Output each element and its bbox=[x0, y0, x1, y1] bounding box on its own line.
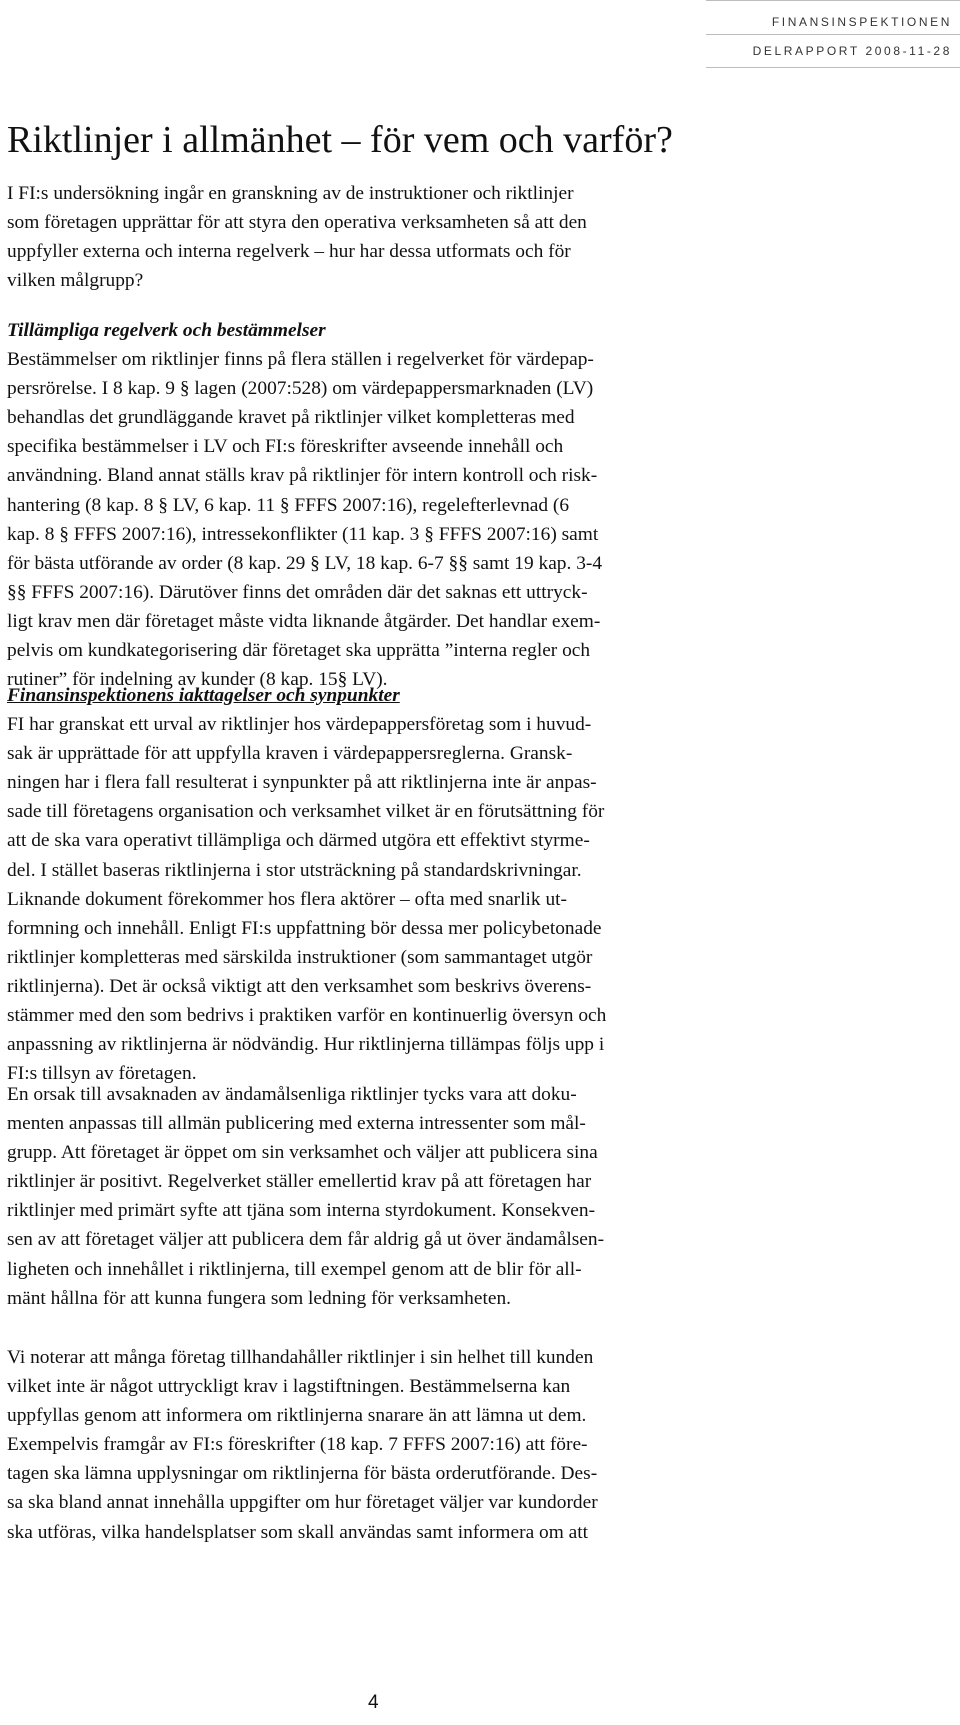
text-line: riktlinjer med primärt syfte att tjäna som interna styrdokument. Konsekven- bbox=[7, 1200, 596, 1222]
text-line: specifika bestämmelser i LV och FI:s föreskrifter avseende innehåll och bbox=[7, 436, 564, 458]
text-line: uppfyllas genom att informera om riktlinjerna snarare än att lämna ut dem. bbox=[7, 1405, 587, 1427]
text-line: sen av att företaget väljer att publicera dem får aldrig gå ut över ändamålsen- bbox=[7, 1229, 605, 1251]
text-line: anpassning av riktlinjerna är nödvändig. Hur riktlinjerna tillämpas följs upp i bbox=[7, 1034, 605, 1056]
text-line: behandlas det grundläggande kravet på riktlinjer vilket kompletteras med bbox=[7, 407, 575, 429]
page-number: 4 bbox=[368, 1692, 379, 1713]
text-line: riktlinjer kompletteras med särskilda instruktioner (som sammantaget utgör bbox=[7, 946, 593, 968]
text-line: uppfyller externa och interna regelverk – hur har dessa utformats och för bbox=[7, 241, 571, 263]
text-line: för bästa utförande av order (8 kap. 29 § LV, 18 kap. 6-7 §§ samt 19 kap. 3-4 bbox=[7, 552, 603, 574]
text-line: att de ska vara operativt tillämpliga och därmed utgöra ett effektivt styrme- bbox=[7, 830, 590, 852]
text-line: En orsak till avsaknaden av ändamålsenliga riktlinjer tycks vara att doku- bbox=[7, 1084, 577, 1105]
text-line: grupp. Att företaget är öppet om sin verksamhet och väljer att publicera sina bbox=[7, 1142, 598, 1164]
text-line: kap. 8 § FFFS 2007:16), intressekonflikter (11 kap. 3 § FFFS 2007:16) samt bbox=[7, 523, 599, 545]
text-line: rutiner” för indelning av kunder (8 kap. 15§ LV). bbox=[7, 669, 388, 691]
text-line: §§ FFFS 2007:16). Därutöver finns det områden där det saknas ett uttryck- bbox=[7, 581, 588, 603]
header-middle-rule bbox=[706, 34, 960, 35]
text-line: som företagen upprättar för att styra den operativa verksamheten så att den bbox=[7, 212, 587, 234]
text-line: riktlinjer är positivt. Regelverket ställer emellertid krav på att företagen har bbox=[7, 1171, 592, 1193]
section-heading: Tillämpliga regelverk och bestämmelser bbox=[7, 320, 326, 341]
header-report-date: DELRAPPORT 2008-11-28 bbox=[752, 44, 952, 58]
header-bottom-rule bbox=[706, 67, 960, 68]
text-line: vilket inte är något uttryckligt krav i lagstiftningen. Bestämmelserna kan bbox=[7, 1376, 571, 1398]
text-line: formning och innehåll. Enligt FI:s uppfattning bör dessa mer policybetonade bbox=[7, 917, 602, 939]
page-title: Riktlinjer i allmänhet – för vem och varför? bbox=[7, 119, 673, 161]
text-line: sa ska bland annat innehålla uppgifter om hur företaget väljer var kundorder bbox=[7, 1492, 598, 1514]
section-iakttagelser bbox=[7, 681, 606, 1088]
text-line: I FI:s undersökning ingår en granskning av de instruktioner och riktlinjer bbox=[7, 183, 574, 204]
text-line: ningen har i flera fall resulterat i synpunkter på att riktlinjerna inte är anpas- bbox=[7, 772, 597, 794]
intro-paragraph bbox=[7, 179, 587, 295]
text-line: tagen ska lämna upplysningar om riktlinjerna för bästa orderutförande. Des- bbox=[7, 1463, 598, 1485]
text-line: persrörelse. I 8 kap. 9 § lagen (2007:528) om värdepappersmarknaden (LV) bbox=[7, 378, 594, 400]
text-line: sade till företagens organisation och verksamhet vilket är en förutsättning för bbox=[7, 801, 605, 823]
text-line: Exempelvis framgår av FI:s föreskrifter (18 kap. 7 FFFS 2007:16) att före- bbox=[7, 1434, 588, 1456]
text-line: sak är upprättade för att uppfylla kraven i värdepappersreglerna. Gransk- bbox=[7, 743, 573, 765]
text-line: Bestämmelser om riktlinjer finns på flera ställen i regelverket för värdepap- bbox=[7, 349, 594, 371]
text-line: mänt hållna för att kunna fungera som ledning för verksamheten. bbox=[7, 1287, 511, 1309]
text-line: användning. Bland annat ställs krav på riktlinjer för intern kontroll och risk- bbox=[7, 465, 598, 487]
text-line: pelvis om kundkategorisering där företaget ska upprätta ”interna regler och bbox=[7, 640, 591, 662]
text-line: menten anpassas till allmän publicering med externa intressenter som mål- bbox=[7, 1113, 586, 1135]
text-line: Vi noterar att många företag tillhandahåller riktlinjer i sin helhet till kunden bbox=[7, 1347, 594, 1368]
paragraph-kundinformation bbox=[7, 1343, 598, 1547]
text-line: hantering (8 kap. 8 § LV, 6 kap. 11 § FFFS 2007:16), regelefterlevnad (6 bbox=[7, 494, 570, 516]
text-line: riktlinjerna). Det är också viktigt att den verksamhet som beskrivs överens- bbox=[7, 975, 592, 997]
header-organization: FINANSINSPEKTIONEN bbox=[771, 15, 952, 29]
text-line: ska utföras, vilka handelsplatser som skall användas samt informera om att bbox=[7, 1521, 589, 1543]
text-line: FI har granskat ett urval av riktlinjer hos värdepappersföretag som i huvud- bbox=[7, 714, 592, 736]
text-line: ligheten och innehållet i riktlinjerna, till exempel genom att de blir för all- bbox=[7, 1258, 582, 1280]
text-line: stämmer med den som bedrivs i praktiken varför en kontinuerlig översyn och bbox=[7, 1005, 607, 1027]
section-regelverk bbox=[7, 316, 602, 694]
text-line: Liknande dokument förekommer hos flera aktörer – ofta med snarlik ut- bbox=[7, 888, 567, 910]
text-line: vilken målgrupp? bbox=[7, 270, 144, 292]
section-heading: Finansinspektionens iakttagelser och synpunkter bbox=[7, 685, 400, 706]
text-line: del. I stället baseras riktlinjerna i stor utsträckning på standardskrivningar. bbox=[7, 859, 582, 881]
text-line: ligt krav men där företaget måste vidta liknande åtgärder. Det handlar exem- bbox=[7, 610, 601, 632]
paragraph-publicering bbox=[7, 1080, 604, 1313]
header-top-rule bbox=[706, 0, 960, 1]
text-line: FI:s tillsyn av företagen. bbox=[7, 1063, 197, 1085]
